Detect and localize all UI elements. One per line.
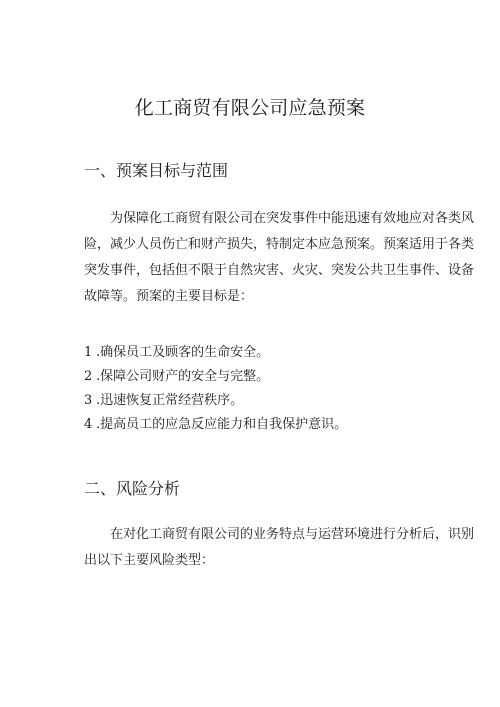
list-item-number: 3: [84, 393, 93, 408]
list-item-text: .保障公司财产的安全与完整。: [96, 369, 270, 384]
list-item-text: .迅速恢复正常经营秩序。: [96, 393, 244, 408]
paragraph-line: 在对化工商贸有限公司的业务特点与运营环境进行分析后，识别: [110, 527, 475, 542]
section-heading-scope: 一、预案目标与范围: [84, 161, 229, 180]
paragraph-line: 突发事件，包括但不限于自然灾害、火灾、突发公共卫生事件、设备: [84, 263, 475, 278]
section-heading-risk: 二、风险分析: [84, 479, 181, 498]
paragraph-line: 险，减少人员伤亡和财产损失，特制定本应急预案。预案适用于各类: [84, 237, 475, 252]
list-item-text: .确保员工及顾客的生命安全。: [96, 345, 270, 360]
list-item-number: 4: [84, 417, 93, 432]
list-item: [84, 413, 424, 437]
list-item: [84, 341, 424, 365]
goals-list: [84, 341, 424, 437]
list-item-text: .提高员工的应急反应能力和自我保护意识。: [96, 417, 348, 432]
document-title: 化工商贸有限公司应急预案: [134, 97, 366, 119]
list-item-number: 2: [84, 369, 93, 384]
section-scope-paragraph: [84, 206, 475, 310]
paragraph-line: 为保障化工商贸有限公司在突发事件中能迅速有效地应对各类风: [110, 211, 475, 226]
list-item: [84, 365, 424, 389]
list-item: [84, 389, 424, 413]
list-item-number: 1: [84, 345, 93, 360]
paragraph-line: 故障等。预案的主要目标是：: [84, 289, 254, 304]
section-risk-paragraph: [84, 522, 475, 574]
paragraph-line: 出以下主要风险类型：: [84, 553, 215, 568]
